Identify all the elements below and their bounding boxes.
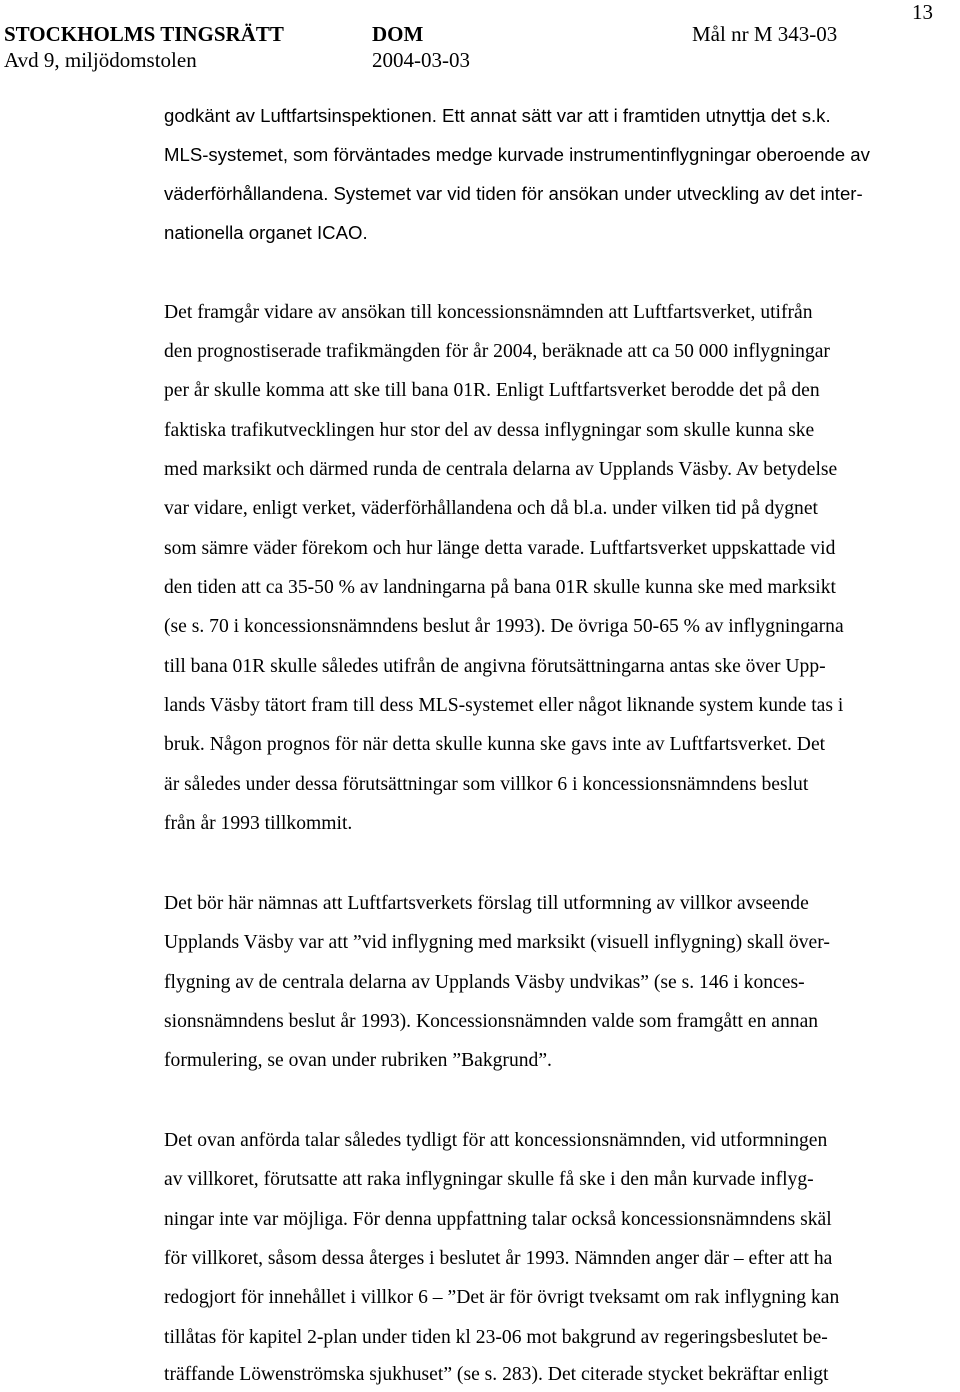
text-line: den prognostiserade trafikmängden för år 2004, beräknade att ca 50 000 inflygningar (164, 341, 830, 362)
document-date: 2004-03-03 (372, 48, 470, 72)
text-line: sionsnämndens beslut år 1993). Koncessionsnämnden valde som framgått en annan (164, 1011, 819, 1032)
text-line: Det bör här nämnas att Luftfartsverkets förslag till utformning av villkor avseende (164, 893, 809, 914)
text-line: från år 1993 tillkommit. (164, 813, 353, 834)
text-line: tillåtas för kapitel 2-plan under tiden kl 23-06 mot bakgrund av regeringsbeslutet be- (164, 1327, 828, 1348)
text-line: Upplands Väsby var att ”vid inflygning med marksikt (visuell inflygning) skall över- (164, 932, 830, 953)
text-line: redogjort för innehållet i villkor 6 – ”Det är för övrigt tveksamt om rak inflygning kan (164, 1287, 840, 1308)
text-line: ningar inte var möjliga. För denna uppfattning talar också koncessionsnämndens skäl (164, 1209, 832, 1230)
text-line: som sämre väder förekom och hur länge detta varade. Luftfartsverket uppskattade vid (164, 538, 836, 559)
court-name: STOCKHOLMS TINGSRÄTT (4, 22, 284, 46)
text-line: träffande Löwenströmska sjukhuset” (se s. 283). Det citerade stycket bekräftar enligt (164, 1364, 829, 1385)
text-line: lands Väsby tätort fram till dess MLS-systemet eller något liknande system kunde tas i (164, 695, 844, 716)
text-line: per år skulle komma att ske till bana 01R. Enligt Luftfartsverket berodde det på den (164, 380, 820, 401)
text-line: faktiska trafikutvecklingen hur stor del av dessa inflygningar som skulle kunna ske (164, 420, 815, 441)
text-line: Det framgår vidare av ansökan till koncessionsnämnden att Luftfartsverket, utifrån (164, 302, 813, 323)
text-line: bruk. Någon prognos för när detta skulle kunna ske gavs inte av Luftfartsverket. Det (164, 734, 826, 755)
text-line: flygning av de centrala delarna av Upplands Väsby undvikas” (se s. 146 i konces- (164, 972, 805, 993)
text-line: MLS-systemet, som förväntades medge kurvade instrumentinflygningar oberoende av (164, 144, 870, 165)
case-number: Mål nr M 343-03 (692, 22, 838, 46)
text-line: nationella organet ICAO. (164, 222, 368, 243)
text-line: godkänt av Luftfartsinspektionen. Ett annat sätt var att i framtiden utnyttja det s.k. (164, 105, 831, 126)
court-division: Avd 9, miljödomstolen (4, 48, 197, 72)
text-line: av villkoret, förutsatte att raka inflygningar skulle få ske i den mån kurvade inflyg- (164, 1169, 814, 1190)
page-header (0, 0, 960, 80)
text-line: var vidare, enligt verket, väderförhållandena och då bl.a. under vilken tid på dygnet (164, 498, 818, 519)
text-line: är således under dessa förutsättningar som villkor 6 i koncessionsnämndens beslut (164, 774, 809, 795)
text-line: väderförhållandena. Systemet var vid tiden för ansökan under utveckling av det inter- (164, 183, 863, 204)
text-line: till bana 01R skulle således utifrån de angivna förutsättningarna antas ske över Upp- (164, 656, 826, 677)
text-line: (se s. 70 i koncessionsnämndens beslut år 1993). De övriga 50-65 % av inflygningarna (164, 616, 844, 637)
page-number: 13 (912, 0, 933, 24)
document-type: DOM (372, 22, 424, 46)
text-line: med marksikt och därmed runda de centrala delarna av Upplands Väsby. Av betydelse (164, 459, 838, 480)
text-line: formulering, se ovan under rubriken ”Bakgrund”. (164, 1050, 552, 1071)
text-line: för villkoret, såsom dessa återges i beslutet år 1993. Nämnden anger där – efter att ha (164, 1248, 833, 1269)
text-line: Det ovan anförda talar således tydligt för att koncessionsnämnden, vid utformningen (164, 1130, 828, 1151)
text-line: den tiden att ca 35-50 % av landningarna på bana 01R skulle kunna ske med marksikt (164, 577, 836, 598)
